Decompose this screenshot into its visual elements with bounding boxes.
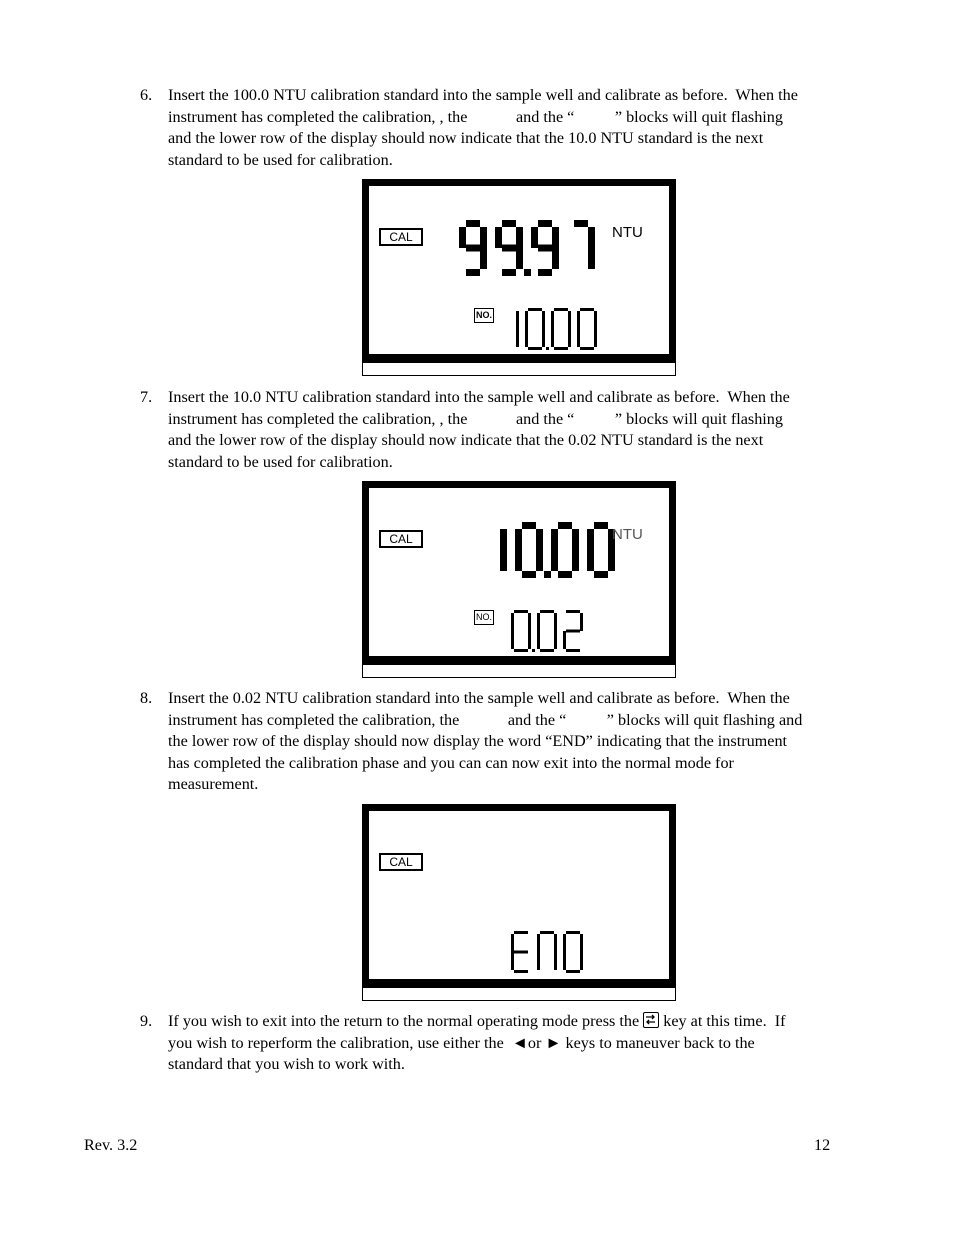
segment-d: [580, 347, 594, 350]
segment-a: [522, 522, 536, 529]
segment-c: [580, 952, 583, 970]
segment-e: [563, 952, 566, 970]
decimal-point: [546, 347, 549, 350]
digit-7: [574, 220, 595, 269]
lcd-display-1: [362, 179, 676, 377]
segment-g: [538, 245, 552, 252]
main-reading: [457, 216, 617, 286]
segment-b: [580, 934, 583, 952]
segment-c: [528, 631, 531, 649]
segment-c: [572, 550, 579, 571]
lower-reading: [509, 606, 619, 656]
lcd-display-3: [362, 804, 676, 1002]
segment-e: [515, 550, 522, 571]
digit-0: [525, 308, 545, 350]
segment-e: [537, 631, 540, 649]
segment-b: [528, 613, 531, 631]
footer-page-number: 12: [814, 1136, 831, 1154]
cal-indicator: CAL: [379, 530, 423, 548]
standard-number-indicator: NO.: [474, 610, 494, 625]
segment-e: [563, 631, 566, 649]
segment-b: [580, 613, 583, 631]
segment-f: [537, 934, 540, 952]
digit-2: [563, 610, 583, 652]
segment-a: [594, 522, 608, 529]
segment-f: [537, 613, 540, 631]
segment-b: [480, 227, 487, 248]
digit-1: [500, 529, 507, 571]
segment-d: [566, 970, 580, 973]
step-7: [140, 387, 900, 473]
digit-0: [577, 308, 597, 350]
segment-b: [536, 529, 543, 550]
segment-f: [587, 529, 594, 550]
segment-d: [594, 571, 608, 578]
step-text: If you wish to exit into the return to the normal operating mode press the key at this time. If you wish to reperform the calibration, use either the ◄or ► keys to maneuver back to the standard that you wish to work with.: [168, 1012, 786, 1074]
segment-e: [537, 952, 540, 970]
digit-9: [495, 220, 523, 276]
step-number: 8.: [140, 689, 153, 707]
segment-a: [554, 308, 568, 311]
segment-f: [495, 227, 502, 248]
digit-0: [587, 522, 615, 578]
segment-d: [554, 347, 568, 350]
segment-a: [566, 610, 580, 613]
segment-b: [552, 227, 559, 248]
digit-0: [551, 308, 571, 350]
segment-d: [514, 970, 528, 973]
segment-b: [516, 227, 523, 248]
lcd-ledge: [362, 665, 676, 678]
digit-9: [531, 220, 559, 276]
segment-d: [558, 571, 572, 578]
step-6: [140, 85, 900, 171]
step-text: Insert the 100.0 NTU calibration standard into the sample well and calibrate as before. When the instrument has completed the calibration, , the and the “ ” blocks will quit flashing and the lower row of the display should now indicate that the 10.0 NTU standard is the next standard to be used for calibration.: [168, 86, 798, 169]
ntu-unit-label: NTU: [612, 526, 643, 543]
decimal-point: [524, 269, 531, 276]
segment-d: [502, 269, 516, 276]
segment-c: [542, 329, 545, 347]
segment-a: [558, 522, 572, 529]
lcd-screen: [369, 488, 669, 656]
segment-b: [568, 311, 571, 329]
lcd-ledge: [362, 363, 676, 376]
lower-reading: [509, 927, 619, 979]
segment-a: [540, 610, 554, 613]
lcd-screen: [369, 186, 669, 354]
segment-f: [459, 227, 466, 248]
digit-D: [563, 931, 583, 973]
segment-b: [516, 311, 519, 329]
lcd-ledge: [362, 988, 676, 1001]
step-number: 9.: [140, 1012, 153, 1030]
segment-c: [554, 631, 557, 649]
step-9: [140, 1011, 900, 1076]
segment-a: [514, 610, 528, 613]
segment-d: [522, 571, 536, 578]
cal-indicator: CAL: [379, 228, 423, 246]
segment-c: [480, 248, 487, 269]
segment-f: [515, 529, 522, 550]
decimal-point: [544, 571, 551, 578]
segment-b: [554, 934, 557, 952]
digit-9: [459, 220, 487, 276]
digit-0: [515, 522, 543, 578]
digit-0: [511, 610, 531, 652]
segment-b: [500, 529, 507, 550]
lcd-screen: [369, 811, 669, 979]
ntu-unit-label: NTU: [612, 224, 643, 241]
segment-f: [511, 934, 514, 952]
segment-g: [502, 245, 516, 252]
segment-c: [554, 952, 557, 970]
lower-reading: [497, 304, 617, 354]
segment-c: [594, 329, 597, 347]
segment-d: [538, 269, 552, 276]
step-8: [140, 688, 900, 796]
segment-a: [574, 220, 588, 227]
segment-e: [511, 631, 514, 649]
segment-e: [577, 329, 580, 347]
segment-d: [514, 649, 528, 652]
segment-c: [552, 248, 559, 269]
cal-indicator: CAL: [379, 853, 423, 871]
segment-d: [466, 269, 480, 276]
segment-a: [540, 931, 554, 934]
digit-0: [537, 610, 557, 652]
segment-f: [563, 934, 566, 952]
segment-c: [500, 550, 507, 571]
digit-E: [511, 931, 528, 973]
enter-key-icon: [643, 1012, 659, 1028]
segment-c: [568, 329, 571, 347]
segment-g: [466, 245, 480, 252]
segment-f: [551, 311, 554, 329]
segment-d: [566, 649, 580, 652]
segment-f: [551, 529, 558, 550]
footer-revision: Rev. 3.2: [84, 1136, 138, 1154]
segment-a: [514, 931, 528, 934]
segment-a: [580, 308, 594, 311]
segment-e: [551, 329, 554, 347]
lcd-display-2: [362, 481, 676, 679]
segment-g: [566, 630, 580, 633]
step-number: 7.: [140, 388, 153, 406]
segment-a: [502, 220, 516, 227]
segment-b: [554, 613, 557, 631]
segment-b: [588, 227, 595, 248]
standard-number-indicator: NO.: [474, 308, 494, 323]
segment-e: [511, 952, 514, 970]
segment-b: [542, 311, 545, 329]
segment-a: [538, 220, 552, 227]
segment-f: [577, 311, 580, 329]
segment-c: [536, 550, 543, 571]
segment-b: [572, 529, 579, 550]
segment-e: [587, 550, 594, 571]
segment-g: [514, 951, 528, 954]
segment-a: [466, 220, 480, 227]
segment-d: [540, 649, 554, 652]
segment-c: [516, 329, 519, 347]
segment-e: [551, 550, 558, 571]
step-text: Insert the 10.0 NTU calibration standard into the sample well and calibrate as before. When the instrument has completed the calibration, , the and the “ ” blocks will quit flashing and the lower row of the display should now indicate that the 0.02 NTU standard is the next standard to be used for calibration.: [168, 388, 790, 471]
step-number: 6.: [140, 86, 153, 104]
segment-f: [511, 613, 514, 631]
segment-d: [528, 347, 542, 350]
segment-c: [516, 248, 523, 269]
segment-f: [525, 311, 528, 329]
segment-f: [531, 227, 538, 248]
decimal-point: [532, 649, 535, 652]
main-reading: [477, 518, 617, 588]
segment-a: [528, 308, 542, 311]
step-text: Insert the 0.02 NTU calibration standard into the sample well and calibrate as before. When the instrument has completed the calibration, the and the “ ” blocks will quit flashing and the lower row of the display should now display the word “END” indicating that the instrument has completed the calibration phase and you can can now exit into the normal mode for measurement.: [168, 689, 803, 794]
segment-c: [608, 550, 615, 571]
segment-a: [566, 931, 580, 934]
segment-b: [594, 311, 597, 329]
digit-N: [537, 931, 557, 970]
digit-1: [516, 311, 519, 347]
digit-0: [551, 522, 579, 578]
segment-e: [525, 329, 528, 347]
segment-c: [588, 248, 595, 269]
